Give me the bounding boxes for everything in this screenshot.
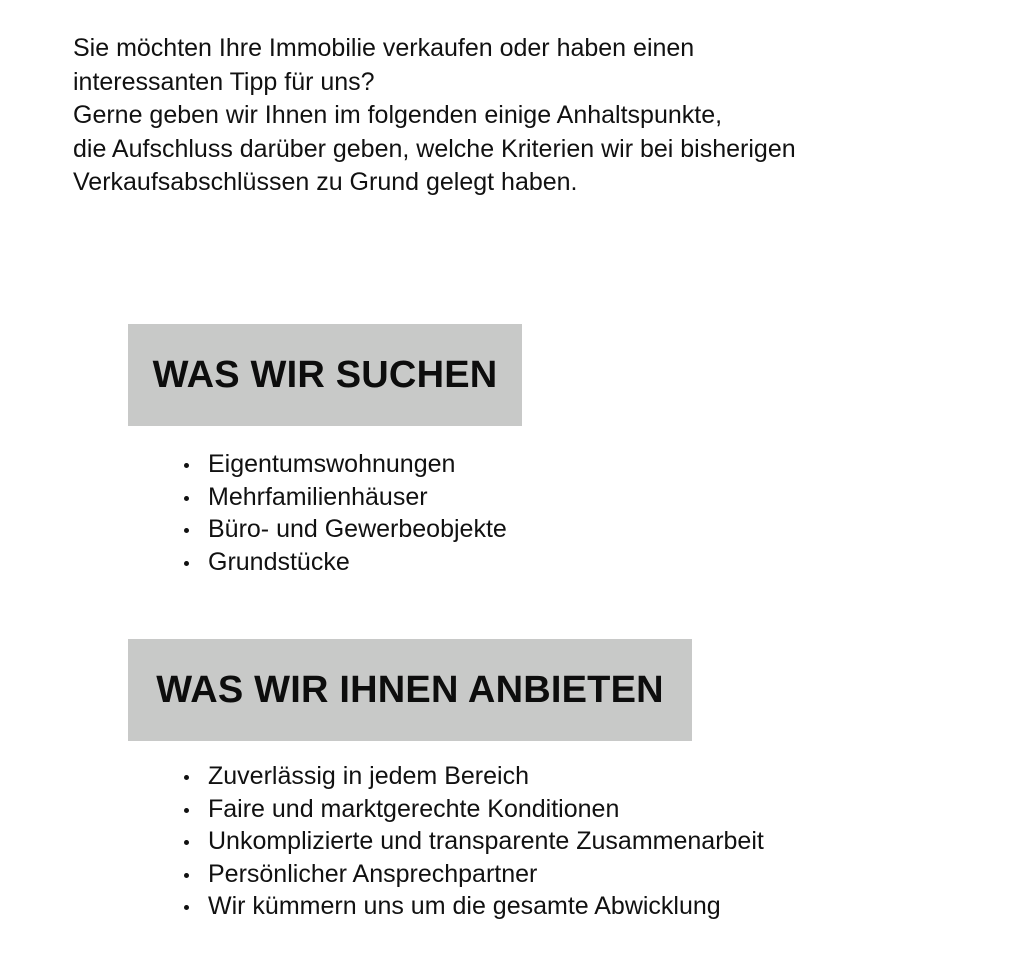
list-item-label: Grundstücke <box>208 547 350 576</box>
intro-line: die Aufschluss darüber geben, welche Kriterien wir bei bisherigen <box>73 134 796 163</box>
list-item <box>180 793 764 826</box>
list-item <box>180 546 507 579</box>
list-item <box>180 825 764 858</box>
intro-line: Verkaufsabschlüssen zu Grund gelegt haben. <box>73 168 578 197</box>
intro-line: interessanten Tipp für uns? <box>73 67 375 96</box>
intro-text <box>73 32 973 200</box>
list-item-label: Eigentumswohnungen <box>208 450 456 478</box>
intro-line: Sie möchten Ihre Immobilie verkaufen oder haben einen <box>73 34 695 62</box>
list-item <box>180 858 764 891</box>
list-item-label: Faire und marktgerechte Konditionen <box>208 794 620 823</box>
bullet-icon <box>184 840 189 845</box>
bullet-icon <box>184 528 189 533</box>
bullet-icon <box>184 775 189 780</box>
list-item-label: Unkomplizierte und transparente Zusammenarbeit <box>208 827 764 856</box>
bullet-icon <box>184 463 189 468</box>
section-heading-suchen: WAS WIR SUCHEN <box>152 353 498 396</box>
bullet-icon <box>184 808 189 813</box>
list-item-label: Mehrfamilienhäuser <box>208 482 428 511</box>
section-heading-anbieten: WAS WIR IHNEN ANBIETEN <box>156 668 664 711</box>
list-item-label: Zuverlässig in jedem Bereich <box>208 762 529 790</box>
bullet-icon <box>184 496 189 501</box>
list-suchen <box>180 448 507 578</box>
list-item <box>180 890 764 923</box>
section-heading-box-anbieten <box>128 639 692 741</box>
list-item <box>180 448 507 481</box>
bullet-icon <box>184 561 189 566</box>
bullet-icon <box>184 873 189 878</box>
list-anbieten <box>180 760 764 923</box>
list-item <box>180 513 507 546</box>
list-item-label: Persönlicher Ansprechpartner <box>208 859 538 888</box>
list-item-label: Wir kümmern uns um die gesamte Abwicklung <box>208 892 721 921</box>
bullet-icon <box>184 905 189 910</box>
section-heading-box-suchen <box>128 324 522 426</box>
list-item <box>180 760 764 793</box>
list-item <box>180 481 507 514</box>
list-item-label: Büro- und Gewerbeobjekte <box>208 515 507 544</box>
intro-line: Gerne geben wir Ihnen im folgenden einige Anhaltspunkte, <box>73 101 723 130</box>
